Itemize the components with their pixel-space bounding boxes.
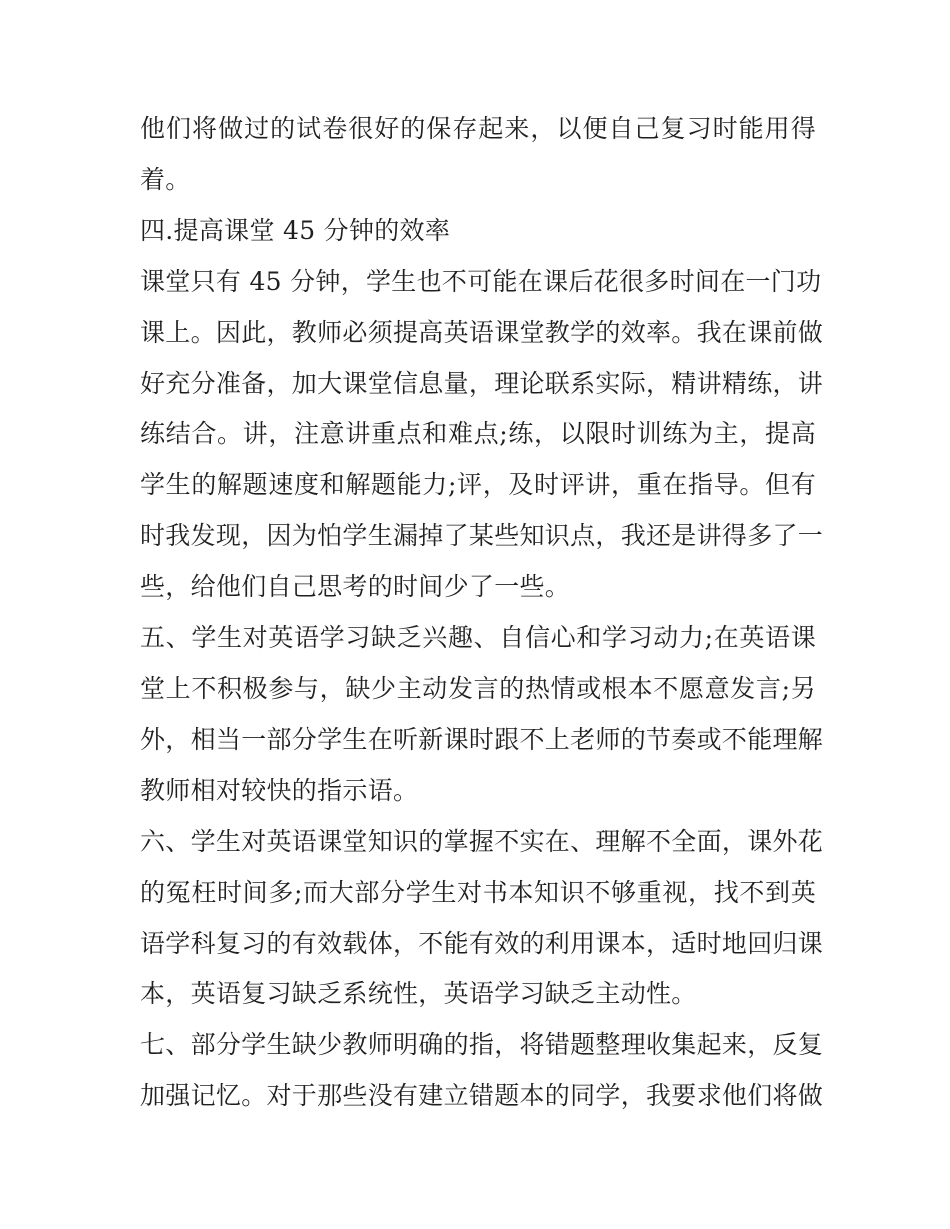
text-line: 课堂只有 45 分钟，学生也不可能在课后花很多时间在一门功 bbox=[140, 266, 822, 296]
text-line: 练结合。讲，注意讲重点和难点;练，以限时训练为主，提高 bbox=[140, 419, 816, 449]
paragraph-seven bbox=[140, 1020, 824, 1122]
text-line: 堂上不积极参与，缺少主动发言的热情或根本不愿意发言;另 bbox=[140, 673, 816, 703]
text-line: 他们将做过的试卷很好的保存起来，以便自己复习时能用得 bbox=[140, 114, 816, 143]
paragraph-six bbox=[140, 817, 824, 1021]
text-line: 时我发现，因为怕学生漏掉了某些知识点，我还是讲得多了一 bbox=[140, 521, 824, 551]
text-line: 加强记忆。对于那些没有建立错题本的同学，我要求他们将做 bbox=[140, 1081, 824, 1111]
section-heading-four bbox=[140, 206, 816, 257]
text-line: 课上。因此，教师必须提高英语课堂教学的效率。我在课前做 bbox=[140, 317, 824, 347]
text-line: 外，相当一部分学生在听新课时跟不上老师的节奏或不能理解 bbox=[140, 724, 824, 754]
text-line: 五、学生对英语学习缺乏兴趣、自信心和学习动力;在英语课 bbox=[140, 623, 816, 653]
text-line: 教师相对较快的指示语。 bbox=[140, 775, 419, 805]
text-line: 六、学生对英语课堂知识的掌握不实在、理解不全面，课外花 bbox=[140, 826, 824, 856]
text-line: 好充分准备，加大课堂信息量，理论联系实际，精讲精练，讲 bbox=[140, 368, 824, 398]
text-line: 些，给他们自己思考的时间少了一些。 bbox=[140, 572, 571, 602]
text-line: 七、部分学生缺少教师明确的指，将错题整理收集起来，反复 bbox=[140, 1030, 824, 1060]
text-line: 着。 bbox=[140, 164, 191, 194]
text-line: 的冤枉时间多;而大部分学生对书本知识不够重视，找不到英 bbox=[140, 877, 816, 907]
text-line: 学生的解题速度和解题能力;评，及时评讲，重在指导。但有 bbox=[140, 470, 816, 500]
paragraph-five bbox=[140, 613, 824, 817]
heading-line: 四.提高课堂 45 分钟的效率 bbox=[140, 215, 451, 245]
document-body bbox=[140, 104, 824, 1122]
paragraph-continuation bbox=[140, 104, 816, 206]
paragraph-class-efficiency bbox=[140, 257, 824, 613]
text-line: 本，英语复习缺乏系统性，英语学习缺乏主动性。 bbox=[140, 979, 697, 1009]
text-line: 语学科复习的有效载体，不能有效的利用课本，适时地回归课 bbox=[140, 928, 824, 958]
